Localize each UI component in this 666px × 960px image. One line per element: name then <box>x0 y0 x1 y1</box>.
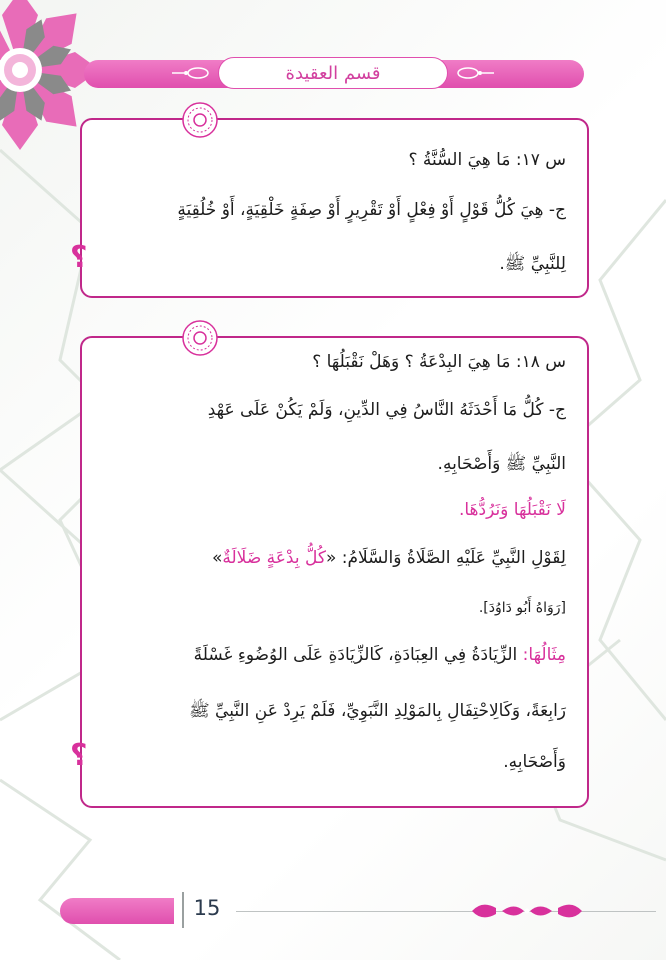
header-ornament-left-icon <box>170 67 210 79</box>
card-medallion-icon <box>182 102 218 138</box>
answer-18-line-2: النَّبِيِّ ﷺ وَأَصْحَابِهِ. <box>437 454 566 474</box>
answer-17-line-2: لِلنَّبِيِّ ﷺ. <box>499 254 566 274</box>
example-line-2: رَابِعَةً، وَكَالِاحْتِفَالِ بِالمَوْلِدِ النَّبَوِيِّ، فَلَمْ يَرِدْ عَنِ النَّبِيِّ ﷺ <box>189 701 566 721</box>
answer-17-line-1: ج- هِيَ كُلُّ قَوْلٍ أَوْ فِعْلٍ أَوْ تَقْرِيرٍ أَوْ صِفَةٍ خَلْقِيَةٍ، أَوْ خُلُقِيَةٍ <box>177 200 566 220</box>
page-number: 15 <box>193 896 221 920</box>
hadith-intro: لِقَوْلِ النَّبِيِّ عَلَيْهِ الصَّلَاةُ وَالسَّلَامُ: « <box>325 548 566 568</box>
card-medallion-icon <box>182 320 218 356</box>
footer-bar <box>60 898 174 924</box>
header-ornament-right-icon <box>456 67 496 79</box>
question-mark-icon: ؟ <box>70 738 88 773</box>
question-17-text: س ١٧: مَا هِيَ السُّنَّةُ ؟ <box>408 150 566 170</box>
question-mark-icon: ؟ <box>70 240 88 275</box>
footer-line <box>236 911 656 912</box>
footer-divider <box>182 892 184 928</box>
ruling-text: لَا نَقْبَلُهَا وَنَرُدُّهَا. <box>458 500 566 520</box>
answer-18-line-1: ج- كُلُّ مَا أَحْدَثَهُ النَّاسُ فِي الدِّينِ، وَلَمْ يَكُنْ عَلَى عَهْدِ <box>207 400 566 420</box>
example-line-1 <box>194 645 566 665</box>
example-text-1: الزِّيَادَةُ فِي العِبَادَةِ، كَالزِّيَادَةِ عَلَى الوُضُوءِ غَسْلَةً <box>193 645 518 665</box>
hadith-close: » <box>211 548 223 568</box>
example-line-3: وَأَصْحَابِهِ. <box>503 752 566 772</box>
hadith-source: [رَوَاهُ أَبُو دَاوُدَ]. <box>478 600 566 616</box>
example-label: مِثَالُهَا: <box>522 645 566 665</box>
section-title: قسم العقيدة <box>218 57 448 89</box>
hadith-line <box>212 548 566 568</box>
question-18-text: س ١٨: مَا هِيَ البِدْعَةُ ؟ وَهَلْ نَقْبَلُهَا ؟ <box>312 352 566 372</box>
footer-ornament-icon <box>462 898 592 924</box>
hadith-text: كُلُّ بِدْعَةٍ ضَلَالَةٌ <box>222 548 326 568</box>
